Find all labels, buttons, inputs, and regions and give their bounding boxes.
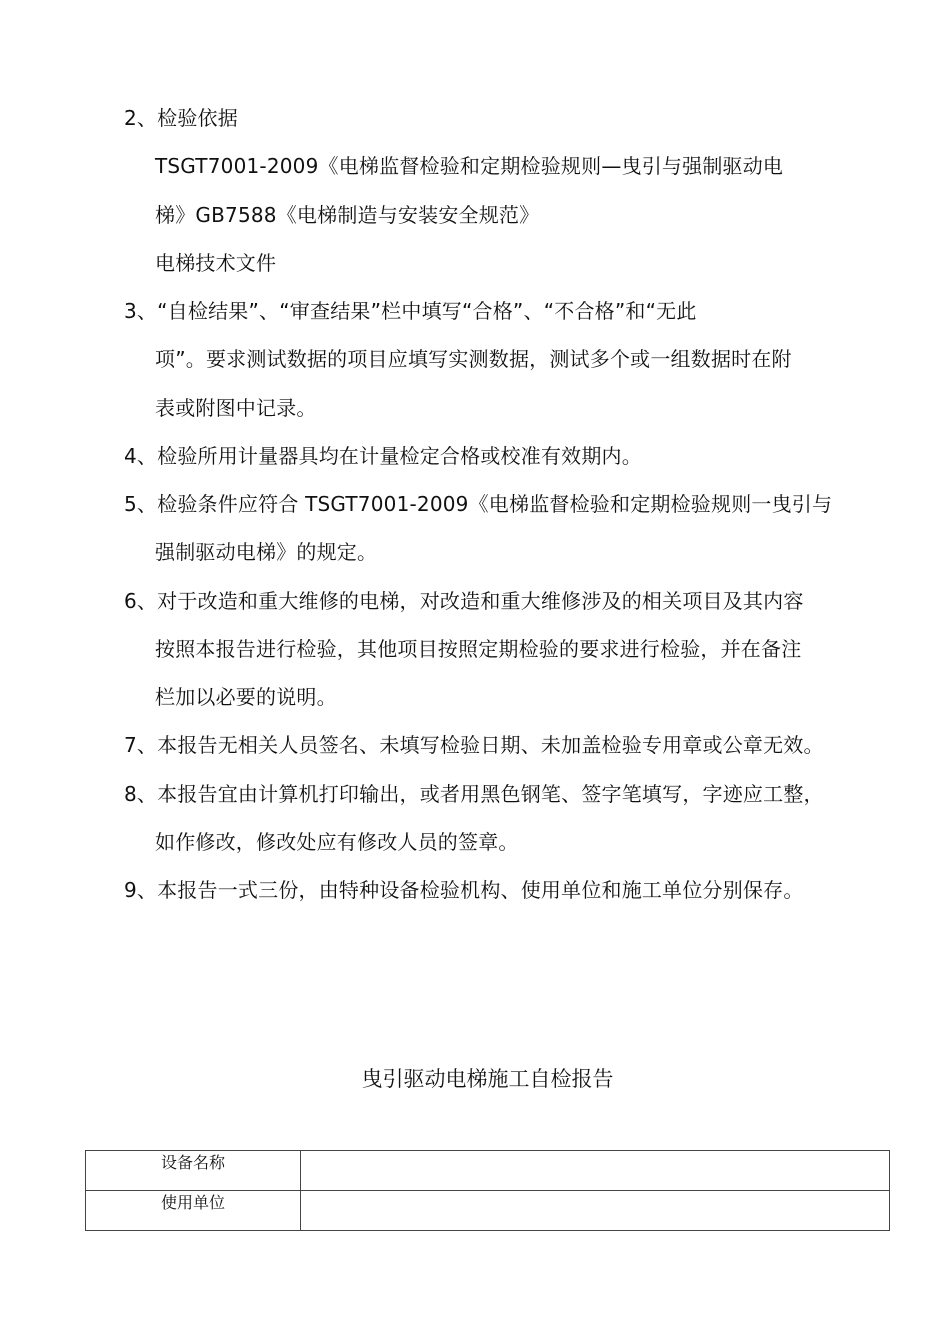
user-unit-label: 使用单位 — [86, 1191, 301, 1231]
item-5-line-2: 强制驱动电梯》的规定。 — [155, 540, 378, 564]
equipment-info-table — [85, 1150, 890, 1231]
item-8-line-1: 8、本报告宜由计算机打印输出，或者用黑色钢笔、签字笔填写，字迹应工整， — [124, 782, 824, 806]
item-2-line-2: 梯》GB7588《电梯制造与安装安全规范》 — [155, 203, 540, 227]
table-row — [86, 1191, 890, 1231]
equipment-name-label: 设备名称 — [86, 1151, 301, 1191]
item-6-line-3: 栏加以必要的说明。 — [155, 685, 337, 709]
user-unit-value[interactable] — [301, 1191, 890, 1231]
item-3-line-1: 3、“自检结果”、“审查结果”栏中填写“合格”、“不合格”和“无此 — [124, 299, 697, 323]
item-2-heading: 2、检验依据 — [124, 106, 238, 130]
equipment-name-value[interactable] — [301, 1151, 890, 1191]
item-3-line-3: 表或附图中记录。 — [155, 396, 317, 420]
item-9-line-1: 9、本报告一式三份，由特种设备检验机构、使用单位和施工单位分别保存。 — [124, 878, 804, 902]
item-5-line-1: 5、检验条件应符合 TSGT7001-2009《电梯监督检验和定期检验规则一曳引与 — [124, 492, 833, 516]
item-6-line-2: 按照本报告进行检验，其他项目按照定期检验的要求进行检验，并在备注 — [155, 637, 802, 661]
item-4-line-1: 4、检验所用计量器具均在计量检定合格或校准有效期内。 — [124, 444, 642, 468]
item-6-line-1: 6、对于改造和重大维修的电梯，对改造和重大维修涉及的相关项目及其内容 — [124, 589, 804, 613]
item-7-line-1: 7、本报告无相关人员签名、未填写检验日期、未加盖检验专用章或公章无效。 — [124, 733, 824, 757]
item-2-line-3: 电梯技术文件 — [155, 251, 277, 275]
report-title: 曳引驱动电梯施工自检报告 — [361, 1067, 614, 1091]
item-8-line-2: 如作修改，修改处应有修改人员的签章。 — [155, 830, 519, 854]
item-3-line-2: 项”。要求测试数据的项目应填写实测数据，测试多个或一组数据时在附 — [155, 347, 792, 371]
item-2-line-1: TSGT7001-2009《电梯监督检验和定期检验规则—曳引与强制驱动电 — [155, 154, 784, 178]
table-row — [86, 1151, 890, 1191]
